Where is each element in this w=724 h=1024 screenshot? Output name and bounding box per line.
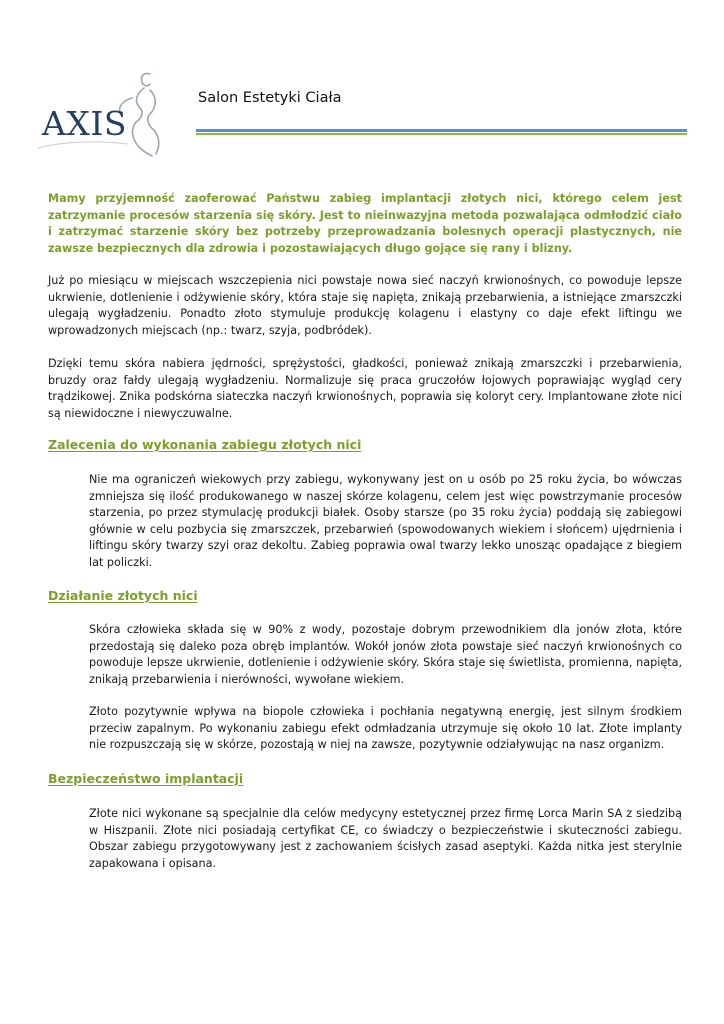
safety-paragraph: Złote nici wykonane są specjalnie dla celów medycyny estetycznej przez firmę Lorca Marin SA z siedzibą w Hiszpanii. Złote nici posiadają certyfikat CE, co świadczy o bezpieczeństwie i skuteczności zabiegu. Obszar zabiegu przygotowywany jest z zachowaniem ścisłych zasad aseptyki. Każda nitka jest sterylnie zapakowana i opisana. bbox=[89, 807, 682, 870]
logo-text: AXIS bbox=[42, 104, 127, 143]
header-divider-green bbox=[196, 133, 687, 135]
axis-logo bbox=[32, 68, 172, 160]
section-heading-safety: Bezpieczeństwo implantacji bbox=[48, 771, 244, 786]
section-heading-action: Działanie złotych nici bbox=[48, 588, 198, 603]
body-paragraph-1: Już po miesiącu w miejscach wszczepienia nici powstaje nowa sieć naczyń krwionośnych, co powoduje lepsze ukrwienie, dotlenienie i odżywienie skóry, która staje się napięta, znikają przebarwienia, a istniejące zmarszczki ulegają wygładzeniu. Ponadto złoto stymuluje produkcję kolagenu i elastyny co daje efekt liftingu we wprowadzonych miejscach (np.: twarz, szyja, podbródek). bbox=[48, 274, 682, 337]
section-heading-recommendations: Zalecenia do wykonania zabiegu złotych nici bbox=[48, 437, 362, 452]
recommendations-paragraph: Nie ma ograniczeń wiekowych przy zabiegu, wykonywany jest on u osób po 25 roku życia, bo wówczas zmniejsza się ilość produkowanego w naszej skórze kolagenu, celem jest więc powstrzymanie procesów starzenia, po przez stymulację produkcji białek. Osoby starsze (po 35 roku życia) poddają się zabiegowi głównie w celu pozbycia się zmarszczek, przebarwień (spowodowanych wiekiem i słońcem) ujędrnienia i liftingu skóry twarzy szyi oraz dekoltu. Zabieg poprawia owal twarzy lekko unosząc opadające z biegiem lat policzki. bbox=[89, 473, 682, 569]
action-paragraph-2: Złoto pozytywnie wpływa na biopole człowieka i pochłania negatywną energię, jest silnym środkiem przeciw zapalnym. Po wykonaniu zabiegu efekt odmładzania utrzymuje się około 10 lat. Złote implanty nie rozpuszczają się w skórze, pozostają w niej na zawsze, pozytywnie odziaływując na nasz organizm. bbox=[89, 705, 682, 752]
header-divider-blue bbox=[196, 129, 687, 132]
action-paragraph-1: Skóra człowieka składa się w 90% z wody, pozostaje dobrym przewodnikiem dla jonów złota, które przedostają się daleko poza obręb implantów. Wokół jonów złota powstaje sieć naczyń krwionośnych co powoduje lepsze ukrwienie, dotlenienie i odżywienie skóry. Skóra staje się świetlista, promienna, napięta, znikają przebarwienia i nierówności, wywołane wiekiem. bbox=[89, 623, 682, 686]
intro-paragraph: Mamy przyjemność zaoferować Państwu zabieg implantacji złotych nici, którego celem jest zatrzymanie procesów starzenia się skóry. Jest to nieinwazyjna metoda pozwalająca odmłodzić ciało i zatrzymać starzenie skóry bez potrzeby przeprowadzania bolesnych operacji plastycznych, nie zawsze bezpiecznych dla zdrowia i pozostawiających długo gojące się rany i blizny. bbox=[48, 192, 682, 255]
body-paragraph-2: Dzięki temu skóra nabiera jędrności, sprężystości, gładkości, ponieważ znikają zmarszczki i przebarwienia, bruzdy oraz fałdy ulegają wygładzeniu. Normalizuje się praca gruczołów łojowych poprawiając wygląd cery trądzikowej. Znika podskórna siateczka naczyń krwionośnych, poprawia się koloryt cery. Implantowane złote nici są niewidoczne i niewyczuwalne. bbox=[48, 357, 682, 420]
header-title: Salon Estetyki Ciała bbox=[198, 90, 342, 106]
